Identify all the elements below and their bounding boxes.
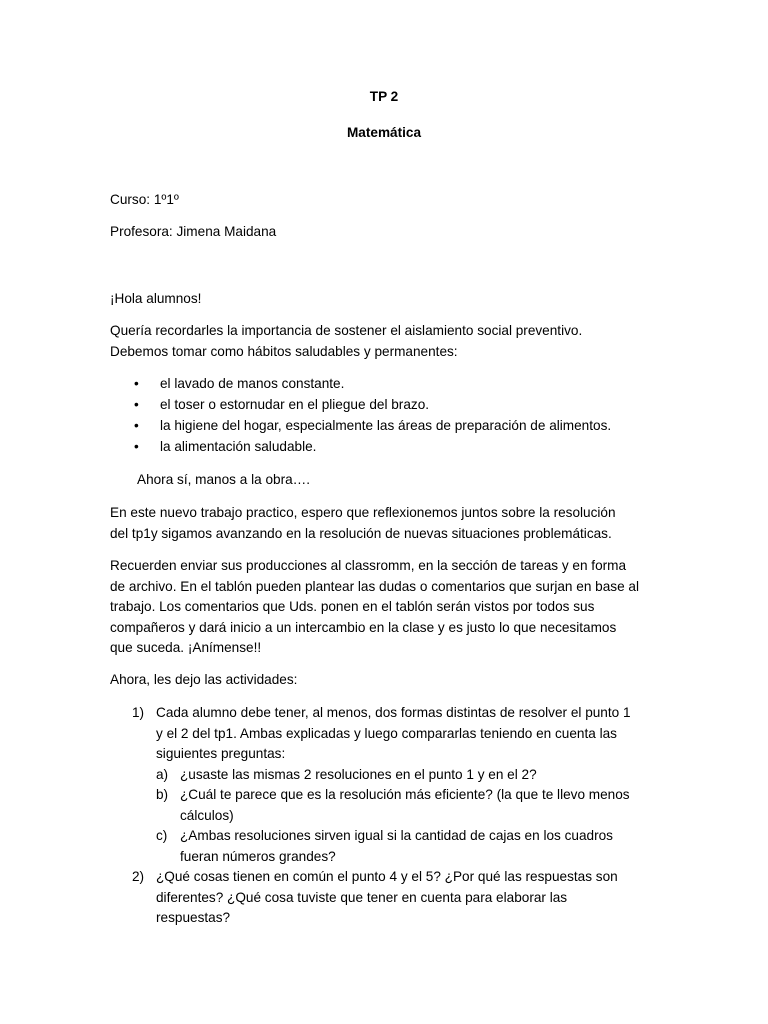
activity-text bbox=[156, 703, 631, 765]
paragraph-line: del tp1y sigamos avanzando en la resolución de nuevas situaciones problemáticas. bbox=[110, 525, 612, 541]
subitem-line: ¿Cuál te parece que es la resolución más eficiente? (la que te llevo menos bbox=[180, 787, 630, 802]
paragraph-line: que suceda. ¡Anímense!! bbox=[110, 640, 262, 656]
paragraph-line: Recuerden enviar sus producciones al classromm, en la sección de tareas y en forma bbox=[110, 558, 627, 573]
activity-number: 2) bbox=[132, 869, 145, 884]
activity-number: 1) bbox=[132, 705, 145, 720]
subitem-text bbox=[180, 826, 613, 867]
activity-line: y el 2 del tp1. Ambas explicadas y luego compararlas teniendo en cuenta las bbox=[156, 725, 617, 741]
document-title: TP 2 bbox=[369, 89, 399, 104]
paragraph-line: de archivo. En el tablón pueden plantear las dudas o comentarios que surjan en base al bbox=[110, 578, 640, 594]
call-to-work: Ahora sí, manos a la obra…. bbox=[137, 472, 311, 487]
subitem-line: ¿usaste las mismas 2 resoluciones en el punto 1 y en el 2? bbox=[180, 767, 537, 782]
bullet-icon: • bbox=[134, 376, 139, 391]
activities-intro: Ahora, les dejo las actividades: bbox=[110, 672, 298, 687]
activity-line: ¿Qué cosas tienen en común el punto 4 y el 5? ¿Por qué las respuestas son bbox=[156, 869, 618, 884]
greeting: ¡Hola alumnos! bbox=[110, 291, 202, 306]
list-item-text: el lavado de manos constante. bbox=[160, 376, 345, 391]
activity-line: respuestas? bbox=[156, 910, 231, 926]
subitem-letter: c) bbox=[156, 828, 168, 843]
bullet-icon: • bbox=[134, 418, 139, 433]
bullet-icon: • bbox=[134, 397, 139, 412]
list-item-text: la higiene del hogar, especialmente las áreas de preparación de alimentos. bbox=[160, 418, 612, 433]
subitem-line: ¿Ambas resoluciones sirven igual si la cantidad de cajas en los cuadros bbox=[180, 828, 613, 843]
subitem-letter: a) bbox=[156, 767, 169, 782]
bullet-icon: • bbox=[134, 439, 139, 454]
subitem-text bbox=[180, 765, 537, 786]
subitem-line: cálculos) bbox=[180, 807, 234, 823]
activity-line: Cada alumno debe tener, al menos, dos formas distintas de resolver el punto 1 bbox=[156, 705, 631, 720]
intro-line: Quería recordarles la importancia de sostener el aislamiento social preventivo. bbox=[110, 323, 583, 338]
intro-paragraph bbox=[110, 321, 670, 362]
subitem-letter: b) bbox=[156, 787, 169, 802]
paragraph-1 bbox=[110, 503, 670, 544]
list-item-text: la alimentación saludable. bbox=[160, 439, 317, 454]
activity-text bbox=[156, 867, 618, 929]
paragraph-line: trabajo. Los comentarios que Uds. ponen en el tablón serán vistos por todos sus bbox=[110, 599, 595, 615]
course-label: Curso: 1º1º bbox=[110, 192, 179, 207]
subitem-text bbox=[180, 785, 630, 826]
intro-line: Debemos tomar como hábitos saludables y permanentes: bbox=[110, 343, 458, 359]
subitem-line: fueran números grandes? bbox=[180, 848, 336, 864]
activity-line: siguientes preguntas: bbox=[156, 746, 286, 762]
paragraph-line: compañeros y dará inicio a un intercambio en la clase y es justo lo que necesitamos bbox=[110, 619, 617, 635]
list-item-text: el toser o estornudar en el pliegue del brazo. bbox=[160, 397, 430, 412]
paragraph-line: En este nuevo trabajo practico, espero que reflexionemos juntos sobre la resolución bbox=[110, 505, 616, 520]
paragraph-2 bbox=[110, 556, 670, 659]
teacher-label: Profesora: Jimena Maidana bbox=[110, 224, 277, 239]
activity-line: diferentes? ¿Qué cosa tuviste que tener en cuenta para elaborar las bbox=[156, 889, 568, 905]
document-subject: Matemática bbox=[346, 125, 422, 140]
